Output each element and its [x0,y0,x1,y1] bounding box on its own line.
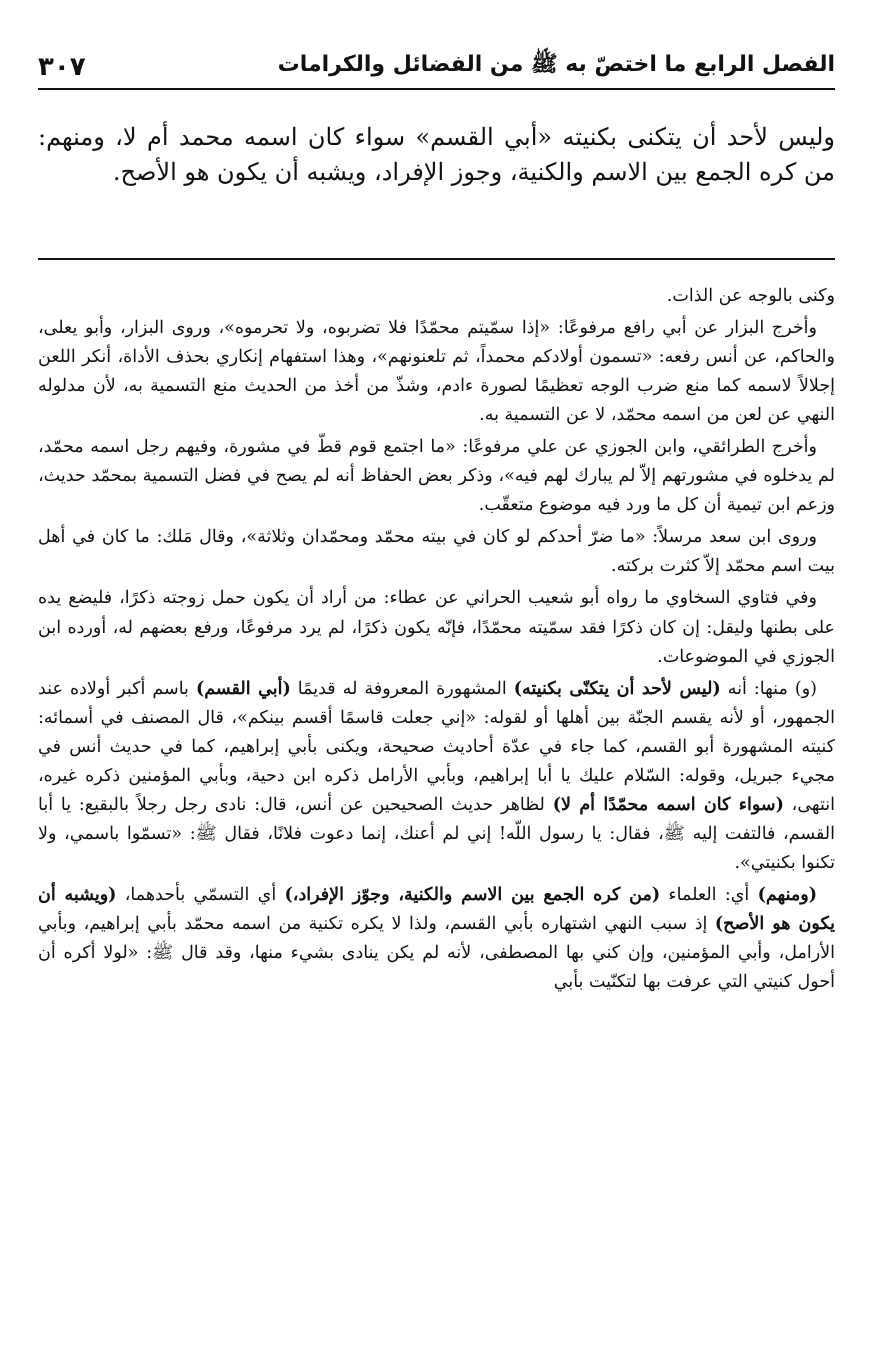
chapter-title: الفصل الرابع ما اختصّ به ﷺ من الفضائل والكرامات [277,52,835,77]
commentary-paragraph: وفي فتاوي السخاوي ما رواه أبو شعيب الحراني عن عطاء: من أراد أن يكون حمل زوجته ذكرًا، فليضع يده على بطنها وليقل: إن كان ذكرًا فقد سمّيته محمّدًا، فإنّه يكون ذكرًا، لم يرد مرفوعًا، ورفع بعضهم له، أورده ابن الجوزي في الموضوعات. [38,588,835,667]
text-run: أي: العلماء [660,884,758,905]
commentary-paragraph [38,881,835,997]
commentary-paragraph [38,675,835,878]
main-text-block [38,120,835,260]
quoted-matn: (ومنهم) [757,884,817,905]
text-run: أي التسمّي بأحدهما، [116,884,285,905]
quoted-matn: (أبي القسم) [195,678,291,699]
quoted-matn: (من كره الجمع بين الاسم والكنية، وجوّز الإفراد،) [284,884,661,905]
main-text-paragraph: وليس لأحد أن يتكنى بكنيته «أبي القسم» سواء كان اسمه محمد أم لا، ومنهم: من كره الجمع بين الاسم والكنية، وجوز الإفراد، ويشبه أن يكون هو الأصح. [38,123,836,187]
text-run: لظاهر حديث الصحيحين عن أنس، قال: نادى رجل رجلاً بالبقيع: يا أبا القسم، فالتفت إليه ﷺ، فقال: يا رسول اللّه! إني لم أعنك، إنما دعوت فلانًا، فقال ﷺ: «تسمّوا باسمي، ولا تكنوا بكنيتي». [38,794,835,873]
text-run: باسم أكبر أولاده عند الجمهور، أو لأنه يقسم الجنّة بين أهلها أو لقوله: «إني جعلت قاسمًا أقسم بينكم»، قال المصنف في أسمائه: كنيته المشهورة أبو القسم، كما جاء في عدّة أحاديث صحيحة، ويكنى بأبي إبراهيم، كما في حديث أنس في مجيء جبريل، وقوله: السّلام عليك يا أبا إبراهيم، وبأبي الأرامل ذكره ابن دحية، وبأبي المؤمنين ذكره غيره، انتهى، [38,678,835,815]
quoted-matn: (ليس لأحد أن يتكنّى بكنيته) [513,678,721,699]
commentary-paragraph: وروى ابن سعد مرسلاً: «ما ضرّ أحدكم لو كان في بيته محمّد ومحمّدان وثلاثة»، وقال مَلك: ما كان في أهل بيت اسم محمّد إلاّ كثرت بركته. [38,527,835,577]
quoted-matn: (سواء كان اسمه محمّدًا أم لا) [552,794,784,815]
text-run: إذ سبب النهي اشتهاره بأبي القسم، ولذا لا يكره تكنية من اسمه محمّد بأبي إبراهيم، وبأبي الأرامل، وأبي المؤمنين، وإن كني بها المصطفى، لأنه لم يكن ينادى بشيء منها، وقد قال ﷺ: «لولا أكره أن أحول كنيتي التي عرفت بها لتكنّيت بأبي [38,913,835,993]
commentary-block [38,282,835,1345]
page-number: ٣٠٧ [38,52,86,82]
commentary-paragraph: وأخرج البزار عن أبي رافع مرفوعًا: «إذا سمّيتم محمّدًا فلا تضربوه، ولا تحرموه»، وروى البزار، وأبو يعلى، والحاكم، عن أنس رفعه: «تسمون أولادكم محمداً، ثم تلعنونهم»، وهذا استفهام إنكاري بحذف الأداة، أنكر اللعن إجلالاً لاسمه كما منع ضرب الوجه تعظيمًا لصورة ءادم، وشذّ من أخذ من الحديث منع التسمية به، لأن مدلوله النهي عن لعن من اسمه محمّد، لا عن التسمية به. [38,318,835,426]
running-header [38,46,835,90]
quoted-matn: (ويشبه أن يكون هو الأصح) [38,884,835,934]
text-run: (و) منها: أنه [720,678,817,699]
commentary-paragraph: وأخرج الطرائقي، وابن الجوزي عن علي مرفوعًا: «ما اجتمع قوم قطّ في مشورة، وفيهم رجل اسمه محمّد، لم يدخلوه في مشورتهم إلاّ لم يبارك لهم فيه»، وذكر بعض الحفاظ أنه لم يصح في فضل التسمية بمحمّد حديث، وزعم ابن تيمية أن كل ما ورد فيه موضوع متعقّب. [38,437,835,516]
text-run: المشهورة المعروفة له قديمًا [290,678,514,699]
commentary-paragraph: وكنى بالوجه عن الذات. [666,286,835,306]
